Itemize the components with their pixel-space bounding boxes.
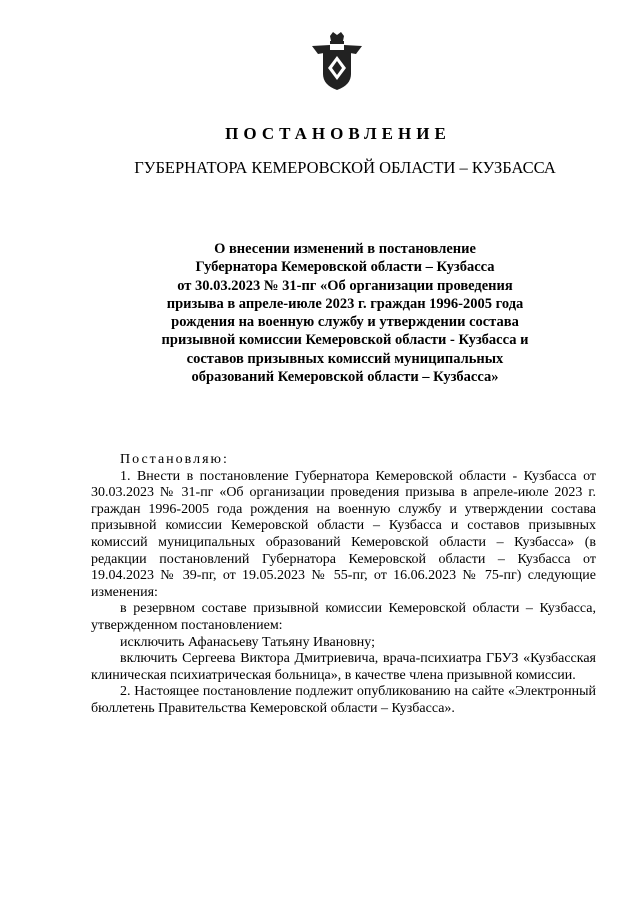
issuer-title: ГУБЕРНАТОРА КЕМЕРОВСКОЙ ОБЛАСТИ – КУЗБАССА — [134, 158, 556, 177]
subject-line: составов призывных комиссий муниципальных — [186, 350, 504, 367]
subject-line: образований Кемеровской области – Кузбасса» — [191, 369, 499, 386]
body-paragraph: исключить Афанасьеву Татьяну Ивановну; — [120, 634, 376, 650]
document-body — [91, 452, 596, 718]
subject-line: призыва в апреле-июле 2023 г. граждан 1996-2005 года — [166, 295, 524, 312]
subject-line: от 30.03.2023 № 31-пг «Об организации проведения — [177, 277, 513, 294]
subject-line: рождения на военную службу и утверждении состава — [171, 314, 519, 331]
preamble: Постановляю: — [120, 452, 229, 467]
body-paragraph: 1. Внести в постановление Губернатора Кемеровской области - Кузбасса от 30.03.2023 № 31-пг «Об организации проведения призыва в апреле-июле 2023 г. граждан 1996-2005 года рождения на военную службу и утверждении состава призывной комиссии Кемеровской области – Кузбасса и составов призывных комиссий муниципальных образований Кемеровской области – Кузбасса» (в редакции постановлений Губернатора Кемеровской области – Кузбасса от 19.04.2023 № 39-пг, от 19.05.2023 № 55-пг, от 16.06.2023 № 75-пг) следующие изменения: — [91, 468, 596, 600]
subject-line: призывной комиссии Кемеровской области - Кузбасса и — [161, 332, 529, 349]
document-type: ПОСТАНОВЛЕНИЕ — [225, 124, 451, 143]
body-paragraph: включить Сергеева Виктора Дмитриевича, врача-психиатра ГБУЗ «Кузбасская клиническая психиатрическая больница», в качестве члена призывной комиссии. — [91, 651, 596, 683]
subject-line: Губернатора Кемеровской области – Кузбасса — [195, 259, 495, 276]
subject-line: О внесении изменений в постановление — [214, 241, 476, 257]
body-paragraph: 2. Настоящее постановление подлежит опубликованию на сайте «Электронный бюллетень Правительства Кемеровской области – Кузбасса». — [91, 684, 596, 716]
coat-of-arms-icon — [308, 32, 366, 94]
body-paragraph: в резервном составе призывной комиссии Кемеровской области – Кузбасса, утвержденном постановлением: — [91, 601, 596, 633]
document-subject — [130, 240, 560, 386]
